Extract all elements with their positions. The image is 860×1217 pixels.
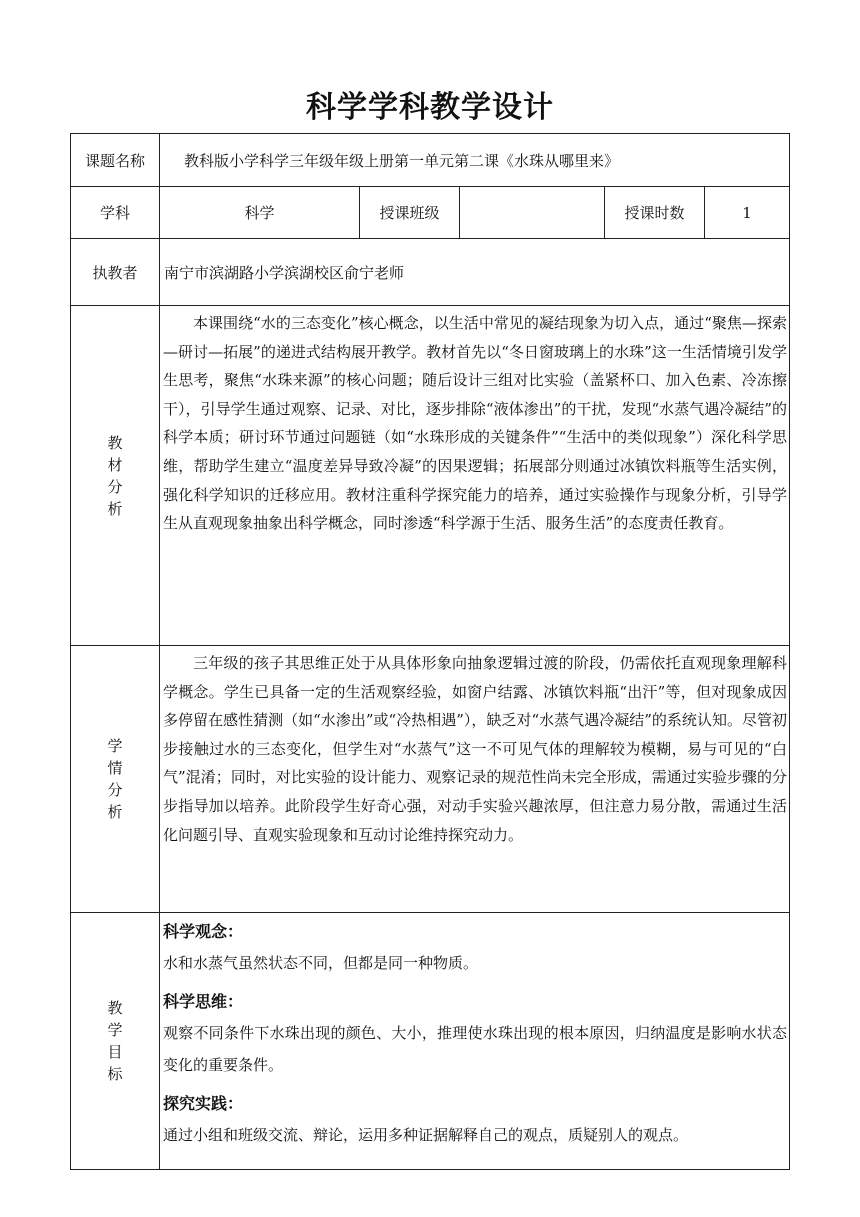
class-value (460, 187, 605, 238)
goal-text: 观察不同条件下水珠出现的颜色、大小，推理使水珠出现的根本原因，归纳温度是影响水状态变化的重要条件。 (163, 1024, 787, 1074)
hours-value: 1 (742, 203, 752, 222)
material-analysis-row (71, 306, 789, 646)
material-analysis-label (71, 306, 160, 645)
page-title: 科学学科教学设计 (306, 90, 554, 125)
course-name-label: 课题名称 (71, 134, 160, 186)
material-label-char: 材 (107, 455, 123, 474)
goals-label-char: 学 (107, 1021, 123, 1039)
teaching-goals-content (160, 913, 789, 1169)
goal-heading: 科学思维： (163, 992, 244, 1011)
subject-row (71, 187, 789, 239)
teaching-goals-row (71, 913, 789, 1169)
hours-label: 授课时数 (605, 187, 705, 238)
goals-label-char: 教 (107, 999, 123, 1017)
student-label-char: 学 (107, 737, 123, 755)
teaching-goals-label (71, 913, 160, 1169)
student-analysis-row (71, 646, 789, 913)
material-label-char: 析 (107, 499, 123, 518)
teacher-row (71, 239, 789, 306)
lesson-plan-table (70, 133, 790, 1170)
student-label-char: 情 (107, 759, 123, 777)
course-name-value: 教科版小学科学三年级年级上册第一单元第二课《水珠从哪里来》 (184, 151, 620, 170)
teacher-value: 南宁市滨湖路小学滨湖校区俞宁老师 (164, 263, 405, 282)
goals-label-char: 目 (107, 1043, 123, 1061)
goals-label-char: 标 (107, 1065, 123, 1083)
subject-value: 科学 (160, 187, 360, 238)
class-label: 授课班级 (360, 187, 460, 238)
goal-heading: 探究实践： (163, 1094, 244, 1113)
goal-text: 水和水蒸气虽然状态不同，但都是同一种物质。 (163, 954, 479, 972)
goal-text: 通过小组和班级交流、辩论，运用多种证据解释自己的观点，质疑别人的观点。 (163, 1126, 689, 1144)
student-label-char: 析 (107, 803, 123, 821)
material-label-char: 教 (107, 433, 123, 452)
subject-label: 学科 (71, 187, 160, 238)
student-analysis-label (71, 646, 160, 912)
student-analysis-text: 三年级的孩子其思维正处于从具体形象向抽象逻辑过渡的阶段，仍需依托直观现象理解科学概念。学生已具备一定的生活观察经验，如窗户结露、冰镇饮料瓶“出汗”等，但对现象成因多停留在感性猜测（如“水渗出”或“冷热相遇”），缺乏对“水蒸气遇冷凝结”的系统认知。尽管初步接触过水的三态变化，但学生对“水蒸气”这一不可见气体的理解较为模糊，易与可见的“白气”混淆；同时，对比实验的设计能力、观察记录的规范性尚未完全形成，需通过实验步骤的分步指导加以培养。此阶段学生好奇心强，对动手实验兴趣浓厚，但注意力易分散，需通过生活化问题引导、直观实验现象和互动讨论维持探究动力。 (163, 654, 787, 844)
goal-heading: 科学观念： (163, 922, 244, 941)
material-analysis-text: 本课围绕“水的三态变化”核心概念，以生活中常见的凝结现象为切入点，通过“聚焦—探索—研讨—拓展”的递进式结构展开教学。教材首先以“冬日窗玻璃上的水珠”这一生活情境引发学生思考，聚焦“水珠来源”的核心问题；随后设计三组对比实验（盖紧杯口、加入色素、冷冻擦干），引导学生通过观察、记录、对比，逐步排除“液体渗出”的干扰，发现“水蒸气遇冷凝结”的科学本质；研讨环节通过问题链（如“水珠形成的关键条件”“生活中的类似现象”）深化科学思维，帮助学生建立“温度差异导致冷凝”的因果逻辑；拓展部分则通过冰镇饮料瓶等生活实例，强化科学知识的迁移应用。教材注重科学探究能力的培养，通过实验操作与现象分析，引导学生从直观现象抽象出科学概念，同时渗透“科学源于生活、服务生活”的态度责任教育。 (163, 314, 787, 533)
student-label-char: 分 (107, 781, 123, 799)
material-label-char: 分 (107, 477, 123, 496)
course-name-row (71, 134, 789, 187)
teacher-label: 执教者 (71, 239, 160, 305)
